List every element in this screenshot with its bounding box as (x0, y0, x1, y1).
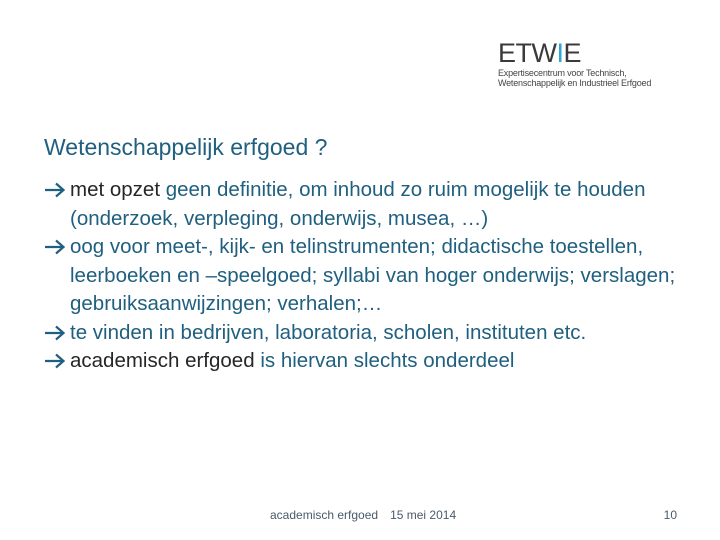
slide-title: Wetenschappelijk erfgoed ? (44, 134, 328, 160)
bullet-text-body: oog voor meet-, kijk- en telinstrumenten; didactische toestellen, leerboeken en –speelgoed; syllabi van hoger onderwijs; verslagen; gebruiksaanwijzingen; verhalen;… (70, 235, 676, 315)
bullet-text-body: is hiervan slechts onderdeel (260, 349, 515, 372)
bullet-item (44, 176, 704, 233)
logo-subtitle-line-1: Expertisecentrum voor Technisch, (498, 68, 627, 78)
etwie-logo (498, 38, 652, 88)
logo-letter-i: I (556, 38, 564, 68)
logo-wordmark (498, 40, 648, 68)
logo-letter-e: E (563, 38, 582, 68)
footer-date: 15 mei 2014 (390, 508, 457, 522)
bullet-text-emphasis: met opzet (70, 178, 166, 201)
bullet-text-body: geen definitie, om inhoud zo ruim mogelijk te houden (onderzoek, verpleging, onderwijs, musea, …) (70, 178, 646, 230)
bullet-text-body: te vinden in bedrijven, laboratoria, scholen, instituten etc. (70, 320, 587, 344)
bullet-item (44, 347, 704, 376)
bullet-item (44, 233, 704, 319)
slide-page-number: 10 (663, 508, 677, 522)
arrow-right-icon (44, 347, 70, 375)
logo-letters-etw: ETW (498, 38, 557, 68)
arrow-right-icon (44, 233, 70, 261)
bullet-text (70, 319, 704, 348)
bullet-item (44, 319, 704, 348)
bullet-text-emphasis: academisch erfgoed (70, 349, 261, 372)
bullet-list (44, 176, 704, 376)
arrow-right-icon (44, 319, 70, 347)
footer-topic: academisch erfgoed (270, 508, 379, 522)
footer-info (270, 508, 456, 522)
bullet-text (70, 347, 704, 376)
bullet-text (70, 233, 704, 319)
bullet-text (70, 176, 704, 233)
logo-subtitle-line-2: Wetenschappelijk en Industrieel Erfgoed (498, 78, 652, 88)
arrow-right-icon (44, 176, 70, 204)
